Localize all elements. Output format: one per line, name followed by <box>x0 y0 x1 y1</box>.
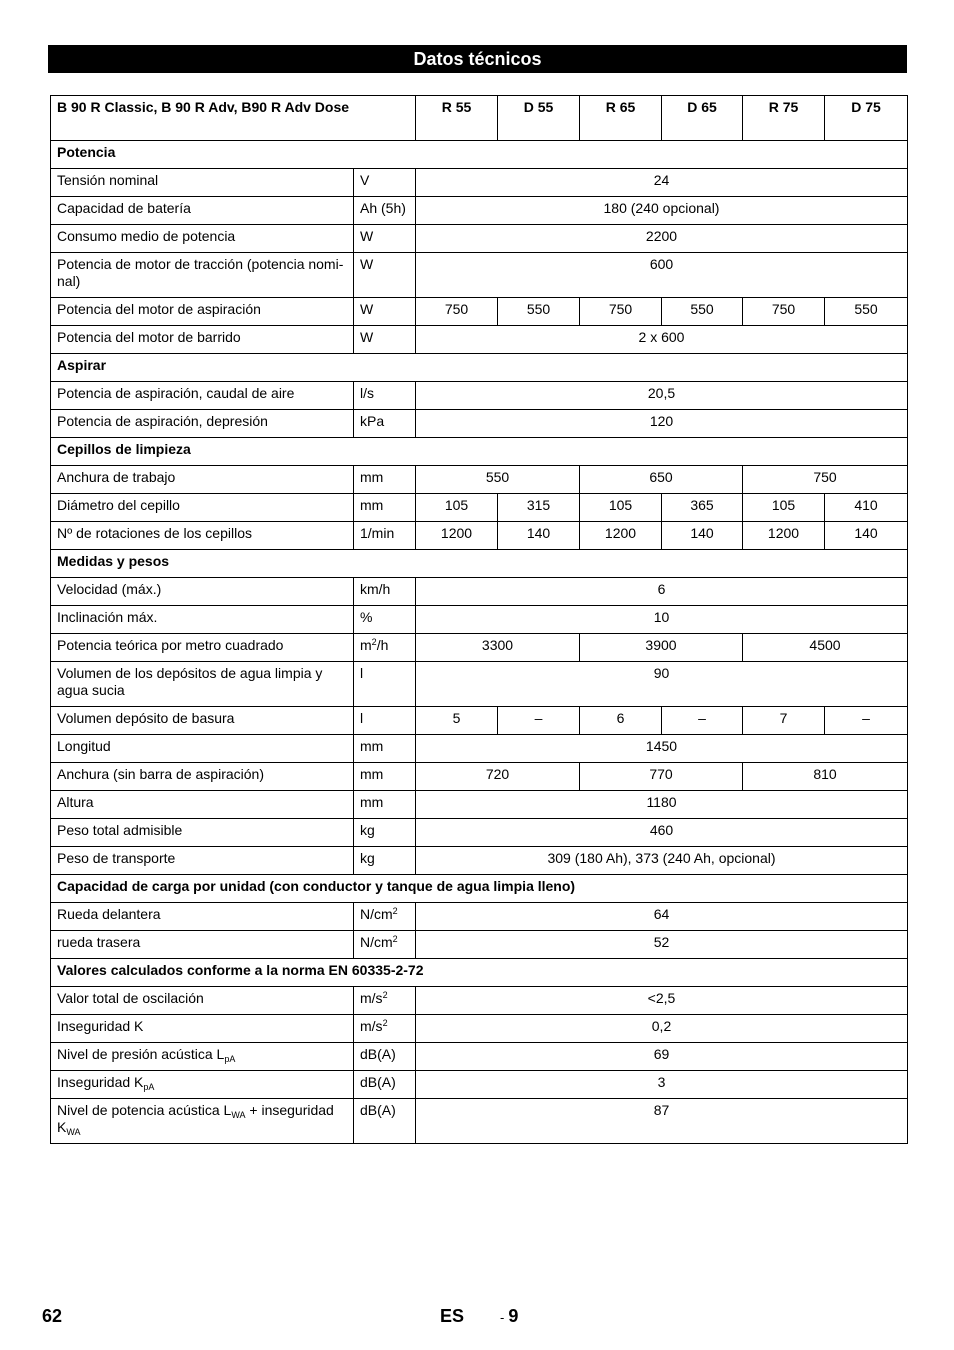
row-value: 140 <box>498 522 580 550</box>
table-row <box>51 578 908 606</box>
row-unit: 1/min <box>354 522 416 550</box>
row-unit: mm <box>354 494 416 522</box>
row-label: Potencia de aspiración, caudal de aire <box>51 382 354 410</box>
row-value: 770 <box>580 763 743 791</box>
row-label: Anchura de trabajo <box>51 466 354 494</box>
table-row <box>51 225 908 253</box>
table-row <box>51 522 908 550</box>
label-text: Nivel de presión acústica L <box>57 1046 225 1062</box>
row-value: 1200 <box>743 522 825 550</box>
row-value: 750 <box>743 466 908 494</box>
row-value: 64 <box>416 903 908 931</box>
row-value: 69 <box>416 1043 908 1071</box>
row-unit: W <box>354 253 416 298</box>
row-value: 600 <box>416 253 908 298</box>
row-value: 105 <box>580 494 662 522</box>
table-row <box>51 466 908 494</box>
variant-d55: D 55 <box>498 96 580 141</box>
row-label: Anchura (sin barra de aspiración) <box>51 763 354 791</box>
table-row <box>51 634 908 662</box>
unit-base: m <box>360 637 372 653</box>
section-row <box>51 354 908 382</box>
row-value: 3 <box>416 1071 908 1099</box>
row-unit: mm <box>354 791 416 819</box>
row-value: 2 x 600 <box>416 326 908 354</box>
row-value: 1200 <box>416 522 498 550</box>
unit-superscript: 2 <box>382 1018 388 1028</box>
table-row <box>51 987 908 1015</box>
section-title: Medidas y pesos <box>51 550 908 578</box>
section-row <box>51 959 908 987</box>
row-value: 1450 <box>416 735 908 763</box>
row-value: 1200 <box>580 522 662 550</box>
row-value: 550 <box>662 298 743 326</box>
table-row <box>51 1099 908 1144</box>
table-row <box>51 382 908 410</box>
label-subscript: pA <box>143 1082 155 1092</box>
model-names: B 90 R Classic, B 90 R Adv, B90 R Adv Dose <box>51 96 416 141</box>
label-text: Nivel de potencia acústica L <box>57 1102 232 1118</box>
row-value: 750 <box>743 298 825 326</box>
table-row <box>51 662 908 707</box>
section-title: Valores calculados conforme a la norma EN 60335-2-72 <box>51 959 908 987</box>
row-unit: kg <box>354 847 416 875</box>
row-unit <box>354 634 416 662</box>
row-value: – <box>662 707 743 735</box>
row-unit: W <box>354 326 416 354</box>
row-value: 6 <box>416 578 908 606</box>
table-row <box>51 169 908 197</box>
row-label: Longitud <box>51 735 354 763</box>
row-value: 105 <box>416 494 498 522</box>
row-label: Volumen de los depósitos de agua limpia y agua sucia <box>51 662 354 707</box>
table-row <box>51 197 908 225</box>
row-value: 550 <box>416 466 580 494</box>
table-row <box>51 1071 908 1099</box>
row-unit: W <box>354 298 416 326</box>
row-value: – <box>825 707 908 735</box>
row-value: 7 <box>743 707 825 735</box>
row-unit: Ah (5h) <box>354 197 416 225</box>
table-row <box>51 298 908 326</box>
section-row <box>51 141 908 169</box>
table-row <box>51 410 908 438</box>
row-value: 1180 <box>416 791 908 819</box>
page-dash: - <box>500 1310 505 1325</box>
row-unit: l <box>354 707 416 735</box>
row-unit: mm <box>354 466 416 494</box>
row-value: 90 <box>416 662 908 707</box>
section-page-number: 9 <box>508 1306 519 1326</box>
table-row <box>51 1043 908 1071</box>
row-unit <box>354 987 416 1015</box>
row-value: 460 <box>416 819 908 847</box>
label-subscript: WA <box>66 1127 81 1137</box>
unit-base: m/s <box>360 990 383 1006</box>
row-value: 6 <box>580 707 662 735</box>
row-value: 309 (180 Ah), 373 (240 Ah, opcional) <box>416 847 908 875</box>
technical-data-table <box>50 95 908 1144</box>
table-row <box>51 326 908 354</box>
row-value: 3900 <box>580 634 743 662</box>
row-unit: V <box>354 169 416 197</box>
row-label: Capacidad de batería <box>51 197 354 225</box>
row-value: 315 <box>498 494 580 522</box>
unit-base: m/s <box>360 1018 383 1034</box>
label-subscript: WA <box>231 1110 246 1120</box>
row-label: Potencia teórica por metro cuadrado <box>51 634 354 662</box>
unit-base: N/cm <box>360 934 393 950</box>
unit-superscript: 2 <box>392 906 398 916</box>
row-unit: dB(A) <box>354 1099 416 1144</box>
table-row <box>51 253 908 298</box>
row-label <box>51 1043 354 1071</box>
row-unit <box>354 931 416 959</box>
table-row <box>51 494 908 522</box>
row-label: Potencia del motor de aspiración <box>51 298 354 326</box>
table-row <box>51 819 908 847</box>
row-label <box>51 1099 354 1144</box>
row-value: 24 <box>416 169 908 197</box>
unit-superscript: 2 <box>392 934 398 944</box>
row-label: rueda trasera <box>51 931 354 959</box>
row-label: Potencia de motor de tracción (potencia nomi-nal) <box>51 253 354 298</box>
row-value: 550 <box>498 298 580 326</box>
variant-d75: D 75 <box>825 96 908 141</box>
row-value: 120 <box>416 410 908 438</box>
row-value: 650 <box>580 466 743 494</box>
row-value: 3300 <box>416 634 580 662</box>
section-row <box>51 550 908 578</box>
row-unit: kPa <box>354 410 416 438</box>
row-value: 365 <box>662 494 743 522</box>
row-unit: mm <box>354 735 416 763</box>
row-value: 20,5 <box>416 382 908 410</box>
unit-base: N/cm <box>360 906 393 922</box>
row-label: Volumen depósito de basura <box>51 707 354 735</box>
row-label: Consumo medio de potencia <box>51 225 354 253</box>
page-banner-title: Datos técnicos <box>48 45 907 73</box>
row-unit: km/h <box>354 578 416 606</box>
table-row <box>51 606 908 634</box>
label-text-mid: + inseguridad K <box>57 1102 334 1135</box>
table-row <box>51 763 908 791</box>
row-unit: kg <box>354 819 416 847</box>
row-label: Diámetro del cepillo <box>51 494 354 522</box>
row-unit: l <box>354 662 416 707</box>
row-value: 10 <box>416 606 908 634</box>
table-row <box>51 903 908 931</box>
table-row <box>51 707 908 735</box>
row-value: 140 <box>825 522 908 550</box>
row-value: <2,5 <box>416 987 908 1015</box>
row-unit: dB(A) <box>354 1071 416 1099</box>
row-unit: W <box>354 225 416 253</box>
label-text: Inseguridad K <box>57 1074 144 1090</box>
unit-superscript: 2 <box>382 990 388 1000</box>
row-value: – <box>498 707 580 735</box>
label-subscript: pA <box>224 1054 236 1064</box>
page-number: 62 <box>42 1306 63 1326</box>
row-label: Velocidad (máx.) <box>51 578 354 606</box>
row-label: Potencia del motor de barrido <box>51 326 354 354</box>
row-unit <box>354 903 416 931</box>
variant-r65: R 65 <box>580 96 662 141</box>
section-title: Potencia <box>51 141 908 169</box>
row-value: 410 <box>825 494 908 522</box>
row-label: Inseguridad K <box>51 1015 354 1043</box>
section-title: Capacidad de carga por unidad (con conductor y tanque de agua limpia lleno) <box>51 875 908 903</box>
row-value: 2200 <box>416 225 908 253</box>
table-row <box>51 791 908 819</box>
row-label: Tensión nominal <box>51 169 354 197</box>
row-value: 140 <box>662 522 743 550</box>
row-label <box>51 1071 354 1099</box>
row-label: Peso de transporte <box>51 847 354 875</box>
row-unit: dB(A) <box>354 1043 416 1071</box>
row-unit: l/s <box>354 382 416 410</box>
row-value: 5 <box>416 707 498 735</box>
row-label: Altura <box>51 791 354 819</box>
row-value: 750 <box>416 298 498 326</box>
row-unit: mm <box>354 763 416 791</box>
section-title: Aspirar <box>51 354 908 382</box>
table-header-row <box>51 96 908 141</box>
variant-r75: R 75 <box>743 96 825 141</box>
row-value: 0,2 <box>416 1015 908 1043</box>
row-unit <box>354 1015 416 1043</box>
section-row <box>51 438 908 466</box>
row-label: Nº de rotaciones de los cepillos <box>51 522 354 550</box>
row-value: 87 <box>416 1099 908 1144</box>
section-title: Cepillos de limpieza <box>51 438 908 466</box>
row-value: 180 (240 opcional) <box>416 197 908 225</box>
row-value: 750 <box>580 298 662 326</box>
row-value: 105 <box>743 494 825 522</box>
unit-tail: /h <box>376 637 389 653</box>
variant-r55: R 55 <box>416 96 498 141</box>
row-unit: % <box>354 606 416 634</box>
row-label: Peso total admisible <box>51 819 354 847</box>
variant-d65: D 65 <box>662 96 743 141</box>
row-label: Potencia de aspiración, depresión <box>51 410 354 438</box>
section-row <box>51 875 908 903</box>
language-code: ES <box>440 1306 465 1326</box>
row-value: 810 <box>743 763 908 791</box>
unit-superscript: 2 <box>371 637 377 647</box>
row-label: Valor total de oscilación <box>51 987 354 1015</box>
section-page <box>500 1306 518 1327</box>
table-row <box>51 931 908 959</box>
row-value: 4500 <box>743 634 908 662</box>
row-value: 720 <box>416 763 580 791</box>
row-value: 52 <box>416 931 908 959</box>
table-row <box>51 1015 908 1043</box>
row-label: Rueda delantera <box>51 903 354 931</box>
row-value: 550 <box>825 298 908 326</box>
table-row <box>51 847 908 875</box>
table-row <box>51 735 908 763</box>
row-label: Inclinación máx. <box>51 606 354 634</box>
